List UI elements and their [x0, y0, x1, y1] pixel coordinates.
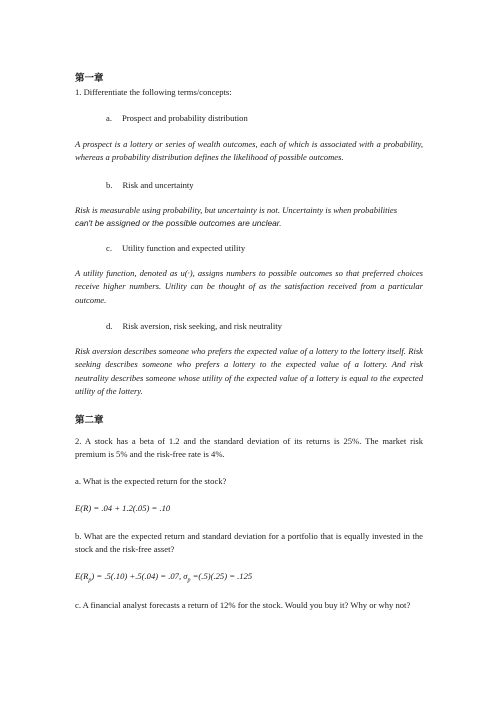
chapter1-heading: 第一章 [75, 73, 104, 84]
answer-c: A utility function, denoted as u(·), assigns numbers to possible outcomes so that preferred choices receive higher numbers. Utility can be thought of as the satisfaction received from a particular outcome. [75, 268, 423, 305]
term-a-title: Prospect and probability distribution [121, 113, 248, 123]
answer-2a: E(R) = .04 + 1.2(.05) = .10 [75, 503, 171, 513]
term-d-title: Risk aversion, risk seeking, and risk neutrality [122, 321, 282, 331]
question-1: 1. Differentiate the following terms/concepts: [75, 87, 232, 97]
answer-2b: $E(R_p) = .5(.10) +.5(.04) = .07$, $\sigma_p =(.5)(.25) = .125$ [75, 571, 253, 584]
term-b [106, 180, 194, 190]
term-b-letter: b. [106, 180, 113, 190]
answer-a: A prospect is a lottery or series of wealth outcomes, each of which is associated with a probability, whereas a probability distribution defines the likelihood of possible outcomes. [75, 139, 423, 163]
term-d-letter: d. [106, 321, 113, 331]
answer-b-continued: can't be assigned or the possible outcomes are unclear. [75, 218, 282, 228]
term-a-letter: a. [106, 113, 112, 123]
question-2: 2. A stock has a beta of 1.2 and the standard deviation of its returns is 25%. The market risk premium is 5% and the risk-free rate is 4%. [75, 436, 423, 460]
answer-d: Risk aversion describes someone who prefers the expected value of a lottery to the lottery itself. Risk seeking describes someone who prefers a lottery to the expected value of a lottery. And risk neutrality describes someone whose utility of the expected value of a lottery is equal to the expected utility of the lottery. [75, 346, 423, 397]
term-a [106, 113, 248, 123]
question-2a: a. What is the expected return for the stock? [75, 476, 227, 486]
question-2b: b. What are the expected return and standard deviation for a portfolio that is equally invested in the stock and the risk-free asset? [75, 531, 423, 555]
term-c-title: Utility function and expected utility [121, 243, 246, 253]
chapter2-heading: 第二章 [75, 415, 104, 426]
term-b-title: Risk and uncertainty [122, 180, 194, 190]
answer-b: Risk is measurable using probability, but uncertainty is not. Uncertainty is when probabilities [75, 205, 398, 215]
term-c [106, 243, 245, 253]
term-c-letter: c. [106, 243, 112, 253]
question-2c: c. A financial analyst forecasts a return of 12% for the stock. Would you buy it? Why or why not? [75, 600, 411, 610]
term-d [106, 321, 282, 331]
